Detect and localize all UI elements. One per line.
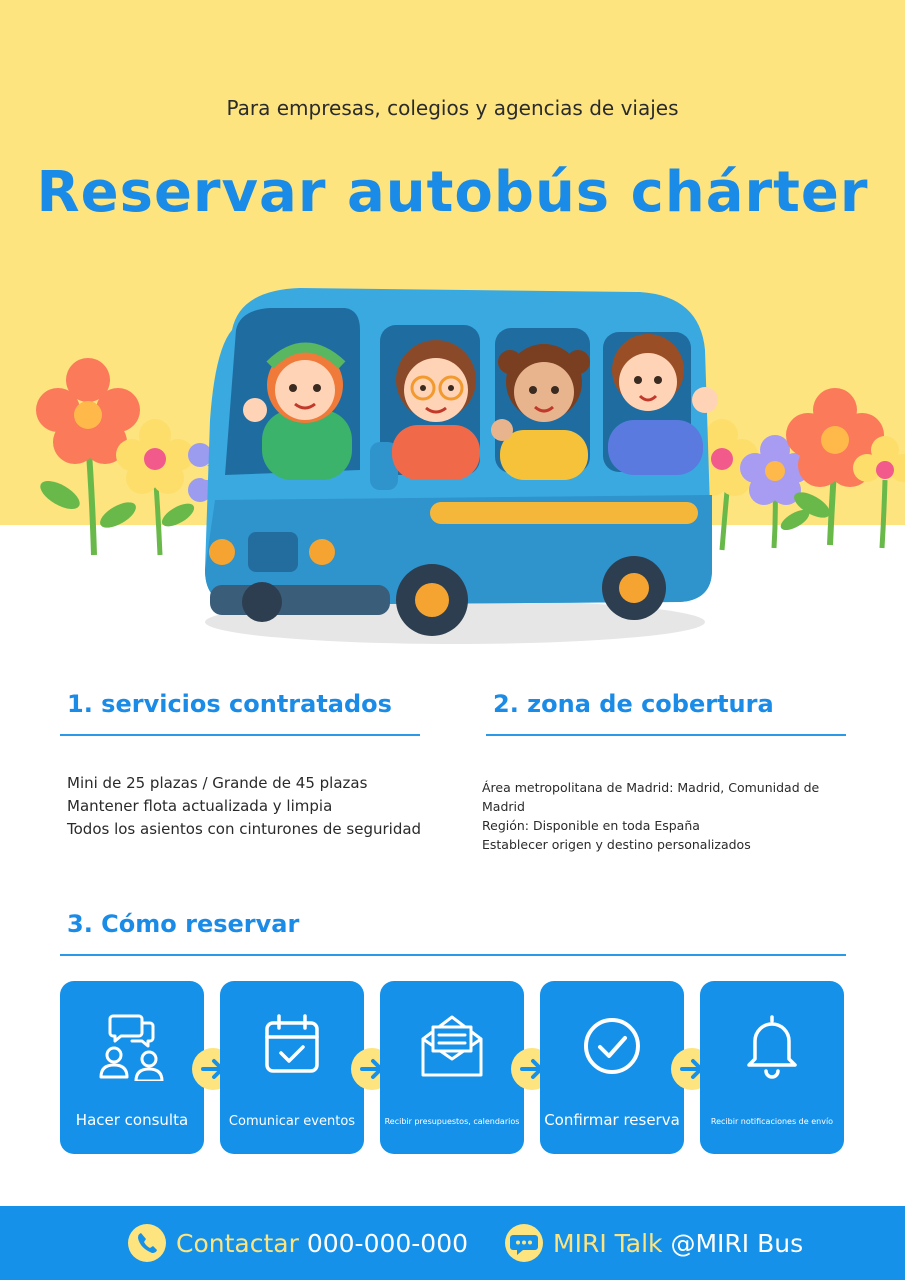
step-label: Recibir presupuestos, calendarios [384, 1117, 520, 1126]
list-item: Área metropolitana de Madrid: Madrid, Comunidad de Madrid [482, 780, 820, 814]
calendar-check-icon [257, 1011, 327, 1081]
bus-illustration [0, 270, 905, 670]
bell-icon [737, 1011, 807, 1081]
section-title-howto: 3. Cómo reservar [67, 910, 300, 938]
coverage-list [482, 778, 852, 854]
list-item: Establecer origen y destino personalizados [482, 837, 751, 852]
list-item: Mini de 25 plazas / Grande de 45 plazas [67, 774, 368, 792]
page-title: Reservar autobús chárter [36, 160, 869, 225]
check-circle-icon [577, 1011, 647, 1081]
tagline: Para empresas, colegios y agencias de viajes [226, 96, 679, 120]
step-card-notifications[interactable] [700, 981, 844, 1154]
talk-handle[interactable]: @MIRI Bus [670, 1228, 804, 1258]
contact-label: Contactar [176, 1228, 299, 1258]
step-label: Comunicar eventos [228, 1114, 356, 1129]
talk-label: MIRI Talk [553, 1228, 663, 1258]
phone-icon [128, 1224, 166, 1262]
step-card-consult[interactable] [60, 981, 204, 1154]
users-chat-icon [97, 1011, 167, 1081]
flower-left-2 [116, 419, 198, 555]
step-card-events[interactable] [220, 981, 364, 1154]
divider-coverage [486, 734, 846, 736]
chat-bubble-icon [505, 1224, 543, 1262]
section-title-services: 1. servicios contratados [67, 690, 392, 718]
step-card-confirm[interactable] [540, 981, 684, 1154]
step-label: Hacer consulta [75, 1111, 189, 1129]
divider-services [60, 734, 420, 736]
list-item: Región: Disponible en toda España [482, 818, 700, 833]
step-label: Confirmar reserva [544, 1111, 680, 1129]
footer-talk[interactable] [505, 1206, 803, 1280]
footer-contact[interactable] [128, 1206, 468, 1280]
envelope-open-icon [417, 1011, 487, 1081]
phone-number[interactable]: 000-000-000 [306, 1228, 469, 1258]
section-title-coverage: 2. zona de cobertura [493, 690, 774, 718]
step-label: Recibir notificaciones de envío [710, 1117, 834, 1126]
list-item: Mantener flota actualizada y limpia [67, 797, 333, 815]
divider-howto [60, 954, 846, 956]
list-item: Todos los asientos con cinturones de seguridad [67, 820, 422, 838]
step-card-quotes[interactable] [380, 981, 524, 1154]
services-list [67, 772, 427, 841]
